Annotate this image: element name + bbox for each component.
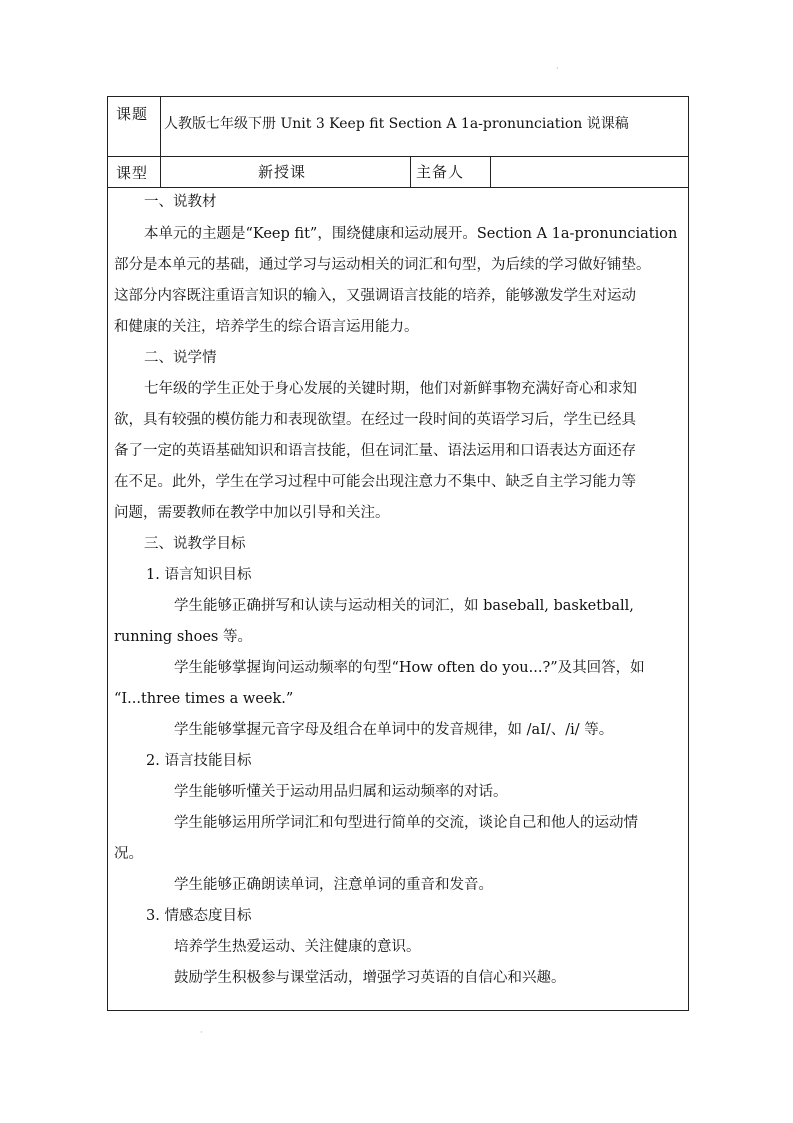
paragraph-line: 和健康的关注，培养学生的综合语言运用能力。 <box>114 319 419 335</box>
paragraph-line: 本单元的主题是“Keep fit”，围绕健康和运动展开。Section A 1a-pronunciation <box>144 226 678 242</box>
paragraph-line: 学生能够掌握询问运动频率的句型“How often do you...?”及其回答，如 <box>174 660 645 676</box>
paragraph-line: 问题，需要教师在教学中加以引导和关注。 <box>114 505 390 521</box>
type-row <box>108 156 688 188</box>
scan-speck: · <box>556 64 559 73</box>
column-divider <box>160 97 161 156</box>
section-heading: 三、说教学目标 <box>144 536 246 552</box>
section-heading: 二、说学情 <box>144 350 217 366</box>
topic-value: 人教版七年级下册 Unit 3 Keep fit Section A 1a-pronunciation 说课稿 <box>164 116 629 132</box>
subsection-heading: 3. 情感态度目标 <box>146 908 252 924</box>
paragraph-line: 学生能够正确拼写和认读与运动相关的词汇，如 baseball, basketball, <box>174 598 634 614</box>
topic-row <box>108 97 688 157</box>
paragraph-line: 学生能够正确朗读单词，注意单词的重音和发音。 <box>174 877 493 893</box>
paragraph-line: 学生能够掌握元音字母及组合在单词中的发音规律，如 /aI/、/i/ 等。 <box>174 722 614 738</box>
paragraph-line: 培养学生热爱运动、关注健康的意识。 <box>174 939 421 955</box>
topic-label: 课题 <box>116 105 149 123</box>
subsection-heading: 2. 语言技能目标 <box>146 753 252 769</box>
owner-label: 主备人 <box>416 163 465 181</box>
type-label: 课型 <box>116 164 149 182</box>
paragraph-line: 欲，具有较强的模仿能力和表现欲望。在经过一段时间的英语学习后，学生已经具 <box>114 412 636 428</box>
lesson-plan-table <box>107 96 689 1011</box>
paragraph-line: running shoes 等。 <box>114 629 252 645</box>
paragraph-line: 备了一定的英语基础知识和语言技能，但在词汇量、语法运用和口语表达方面还存 <box>114 443 636 459</box>
paragraph-line: 鼓励学生积极参与课堂活动，增强学习英语的自信心和兴趣。 <box>174 970 566 986</box>
paragraph-line: 在不足。此外，学生在学习过程中可能会出现注意力不集中、缺乏自主学习能力等 <box>114 474 636 490</box>
paragraph-line: 学生能够听懂关于运动用品归属和运动频率的对话。 <box>174 784 508 800</box>
paragraph-line: 学生能够运用所学词汇和句型进行简单的交流，谈论自己和他人的运动情 <box>174 815 638 831</box>
column-divider <box>410 156 411 187</box>
column-divider <box>490 156 491 187</box>
paragraph-line: 这部分内容既注重语言知识的输入，又强调语言技能的培养，能够激发学生对运动 <box>114 288 636 304</box>
type-value: 新授课 <box>258 163 307 181</box>
scan-speck: · <box>200 1028 203 1037</box>
paragraph-line: “I...three times a week.” <box>114 691 294 707</box>
subsection-heading: 1. 语言知识目标 <box>146 567 252 583</box>
section-heading: 一、说教材 <box>144 194 217 210</box>
paragraph-line: 况。 <box>114 846 143 862</box>
paragraph-line: 七年级的学生正处于身心发展的关键时期，他们对新鲜事物充满好奇心和求知 <box>144 381 637 397</box>
paragraph-line: 部分是本单元的基础，通过学习与运动相关的词汇和句型，为后续的学习做好铺垫。 <box>114 257 651 273</box>
column-divider <box>160 156 161 187</box>
